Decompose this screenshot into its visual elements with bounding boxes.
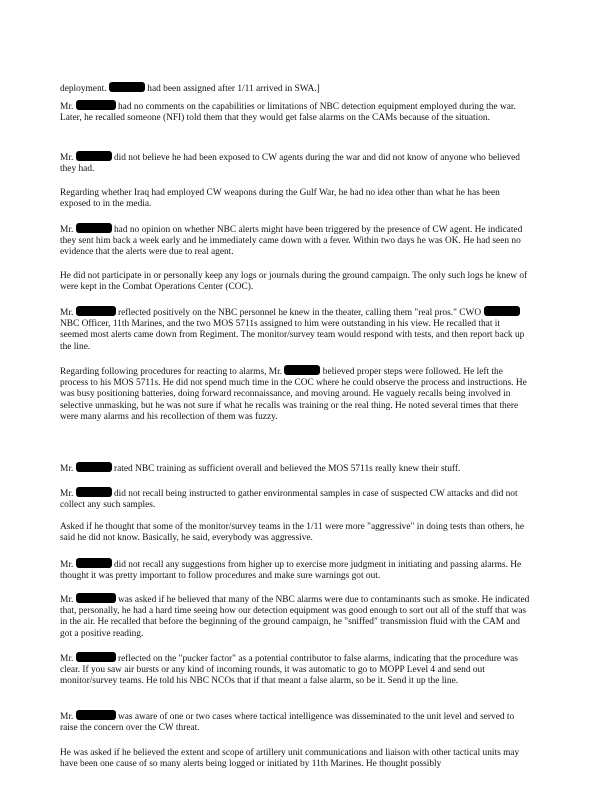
paragraph-10-text-b: did not recall being instructed to gather environmental samples in case of suspected CW attacks and did not collect any such samples.	[60, 489, 518, 511]
redaction-block	[76, 487, 112, 497]
paragraph-16-text: He was asked if he believed the extent and scope of artillery unit communications and liaison with other tactical units may have been one cause of so many alerts being logged or initiated by 11th Marines. He thought possibly	[60, 748, 520, 770]
paragraph-10	[60, 487, 530, 511]
redaction-block	[284, 365, 320, 375]
paragraph-15	[60, 710, 530, 734]
redaction-block	[76, 306, 116, 316]
paragraph-3-text-b: did not believe he had been exposed to CW agents during the war and did not know of anyone who believed they had.	[60, 153, 520, 175]
paragraph-14-text-b: reflected on the "pucker factor" as a potential contributor to false alarms, indicating that the procedure was clear. If you saw air bursts or any kind of incoming rounds, it was automatic to go to MOPP Level 4 and send out monitor/survey teams. He told his NBC NCOs that if that meant a false alarm, so be it. Send it up the line.	[60, 654, 518, 687]
paragraph-13-text-a: Mr.	[60, 595, 74, 605]
paragraph-2-text-a: Mr.	[60, 102, 74, 112]
paragraph-5-text-a: Mr.	[60, 225, 74, 235]
paragraph-14	[60, 652, 530, 688]
redaction-block	[76, 100, 116, 110]
paragraph-5-text-b: had no opinion on whether NBC alerts might have been triggered by the presence of CW agent. He indicated they sent him back a week early and he immediately came down with a fever. Within two days he was OK. He had seen no evidence that the alerts were due to real agent.	[60, 225, 523, 258]
paragraph-4	[60, 188, 530, 210]
paragraph-1-text-a: deployment.	[60, 84, 107, 94]
paragraph-8-text-b: believed proper steps were followed. He left the process to his MOS 5711s. He did not spend much time in the COC where he could observe the process and instructions. He was busy positioning batteries, doing forward reconnaissance, and moving around. He vaguely recalls being involved in selective unmasking, but he was not sure if what he recalls was training or the real thing. He noted several times that there were many alarms and his recollection of them was fuzzy.	[60, 367, 527, 422]
paragraph-14-text-a: Mr.	[60, 654, 74, 664]
redaction-block	[484, 306, 520, 316]
redaction-block	[76, 151, 112, 161]
paragraph-7	[60, 306, 530, 353]
paragraph-9-text-a: Mr.	[60, 464, 74, 474]
paragraph-2-text-b: had no comments on the capabilities or limitations of NBC detection equipment employed during the war. Later, he recalled someone (NFI) told them that they would get false alarms on the CAMs because of the situation.	[60, 102, 516, 124]
paragraph-6-text: He did not participate in or personally keep any logs or journals during the ground campaign. The only such logs he knew of were kept in the Combat Operations Center (COC).	[60, 271, 528, 293]
paragraph-7-text-a: Mr.	[60, 308, 74, 318]
redaction-block	[109, 82, 145, 92]
redaction-block	[76, 652, 116, 662]
redaction-block	[76, 710, 116, 720]
paragraph-13	[60, 593, 530, 640]
paragraph-5	[60, 223, 530, 259]
paragraph-7-text-b: reflected positively on the NBC personnel he knew in the theater, calling them "real pros." CWO	[117, 308, 482, 318]
paragraph-15-text-a: Mr.	[60, 712, 74, 722]
paragraph-8	[60, 365, 530, 423]
paragraph-6	[60, 271, 530, 293]
paragraph-10-text-a: Mr.	[60, 489, 74, 499]
paragraph-12-text-a: Mr.	[60, 560, 74, 570]
redaction-block	[76, 593, 116, 603]
paragraph-11	[60, 522, 530, 544]
paragraph-16	[60, 748, 530, 770]
paragraph-2	[60, 100, 530, 124]
paragraph-12-text-b: did not recall any suggestions from higher up to exercise more judgment in initiating and passing alarms. He thought it was pretty important to follow procedures and make sure warnings got out.	[60, 560, 522, 582]
paragraph-1	[60, 82, 530, 95]
paragraph-7-text-c: NBC Officer, 11th Marines, and the two MOS 5711s assigned to him were outstanding in his view. He recalled that it seemed most alerts came down from Regiment. The monitor/survey team would respond with tests, and then report back up the line.	[60, 319, 525, 352]
paragraph-3	[60, 151, 530, 175]
paragraph-12	[60, 558, 530, 582]
redaction-block	[76, 558, 112, 568]
paragraph-9	[60, 462, 530, 475]
paragraph-11-text: Asked if he thought that some of the monitor/survey teams in the 1/11 were more "aggressive" in doing tests than others, he said he did not know. Basically, he said, everybody was aggressive.	[60, 522, 524, 544]
paragraph-9-text-b: rated NBC training as sufficient overall and believed the MOS 5711s really knew their stuff.	[113, 464, 461, 474]
paragraph-1-text-b: had been assigned after 1/11 arrived in SWA.]	[147, 84, 320, 94]
paragraph-4-text: Regarding whether Iraq had employed CW weapons during the Gulf War, he had no idea other than what he has been exposed to in the media.	[60, 188, 500, 210]
paragraph-3-text-a: Mr.	[60, 153, 74, 163]
redaction-block	[76, 462, 112, 472]
redaction-block	[76, 223, 112, 233]
paragraph-13-text-b: was asked if he believed that many of the NBC alarms were due to contaminants such as smoke. He indicated that, personally, he had a hard time seeing how our detection equipment was good enough to sort out all of the stuff that was in the air. He recalled that before the beginning of the ground campaign, he "sniffed" transmission fluid with the CAM and got a positive reading.	[60, 595, 530, 639]
paragraph-15-text-b: was aware of one or two cases where tactical intelligence was disseminated to the unit level and served to raise the concern over the CW threat.	[60, 712, 515, 734]
paragraph-8-text-a: Regarding following procedures for reacting to alarms, Mr.	[60, 367, 283, 377]
